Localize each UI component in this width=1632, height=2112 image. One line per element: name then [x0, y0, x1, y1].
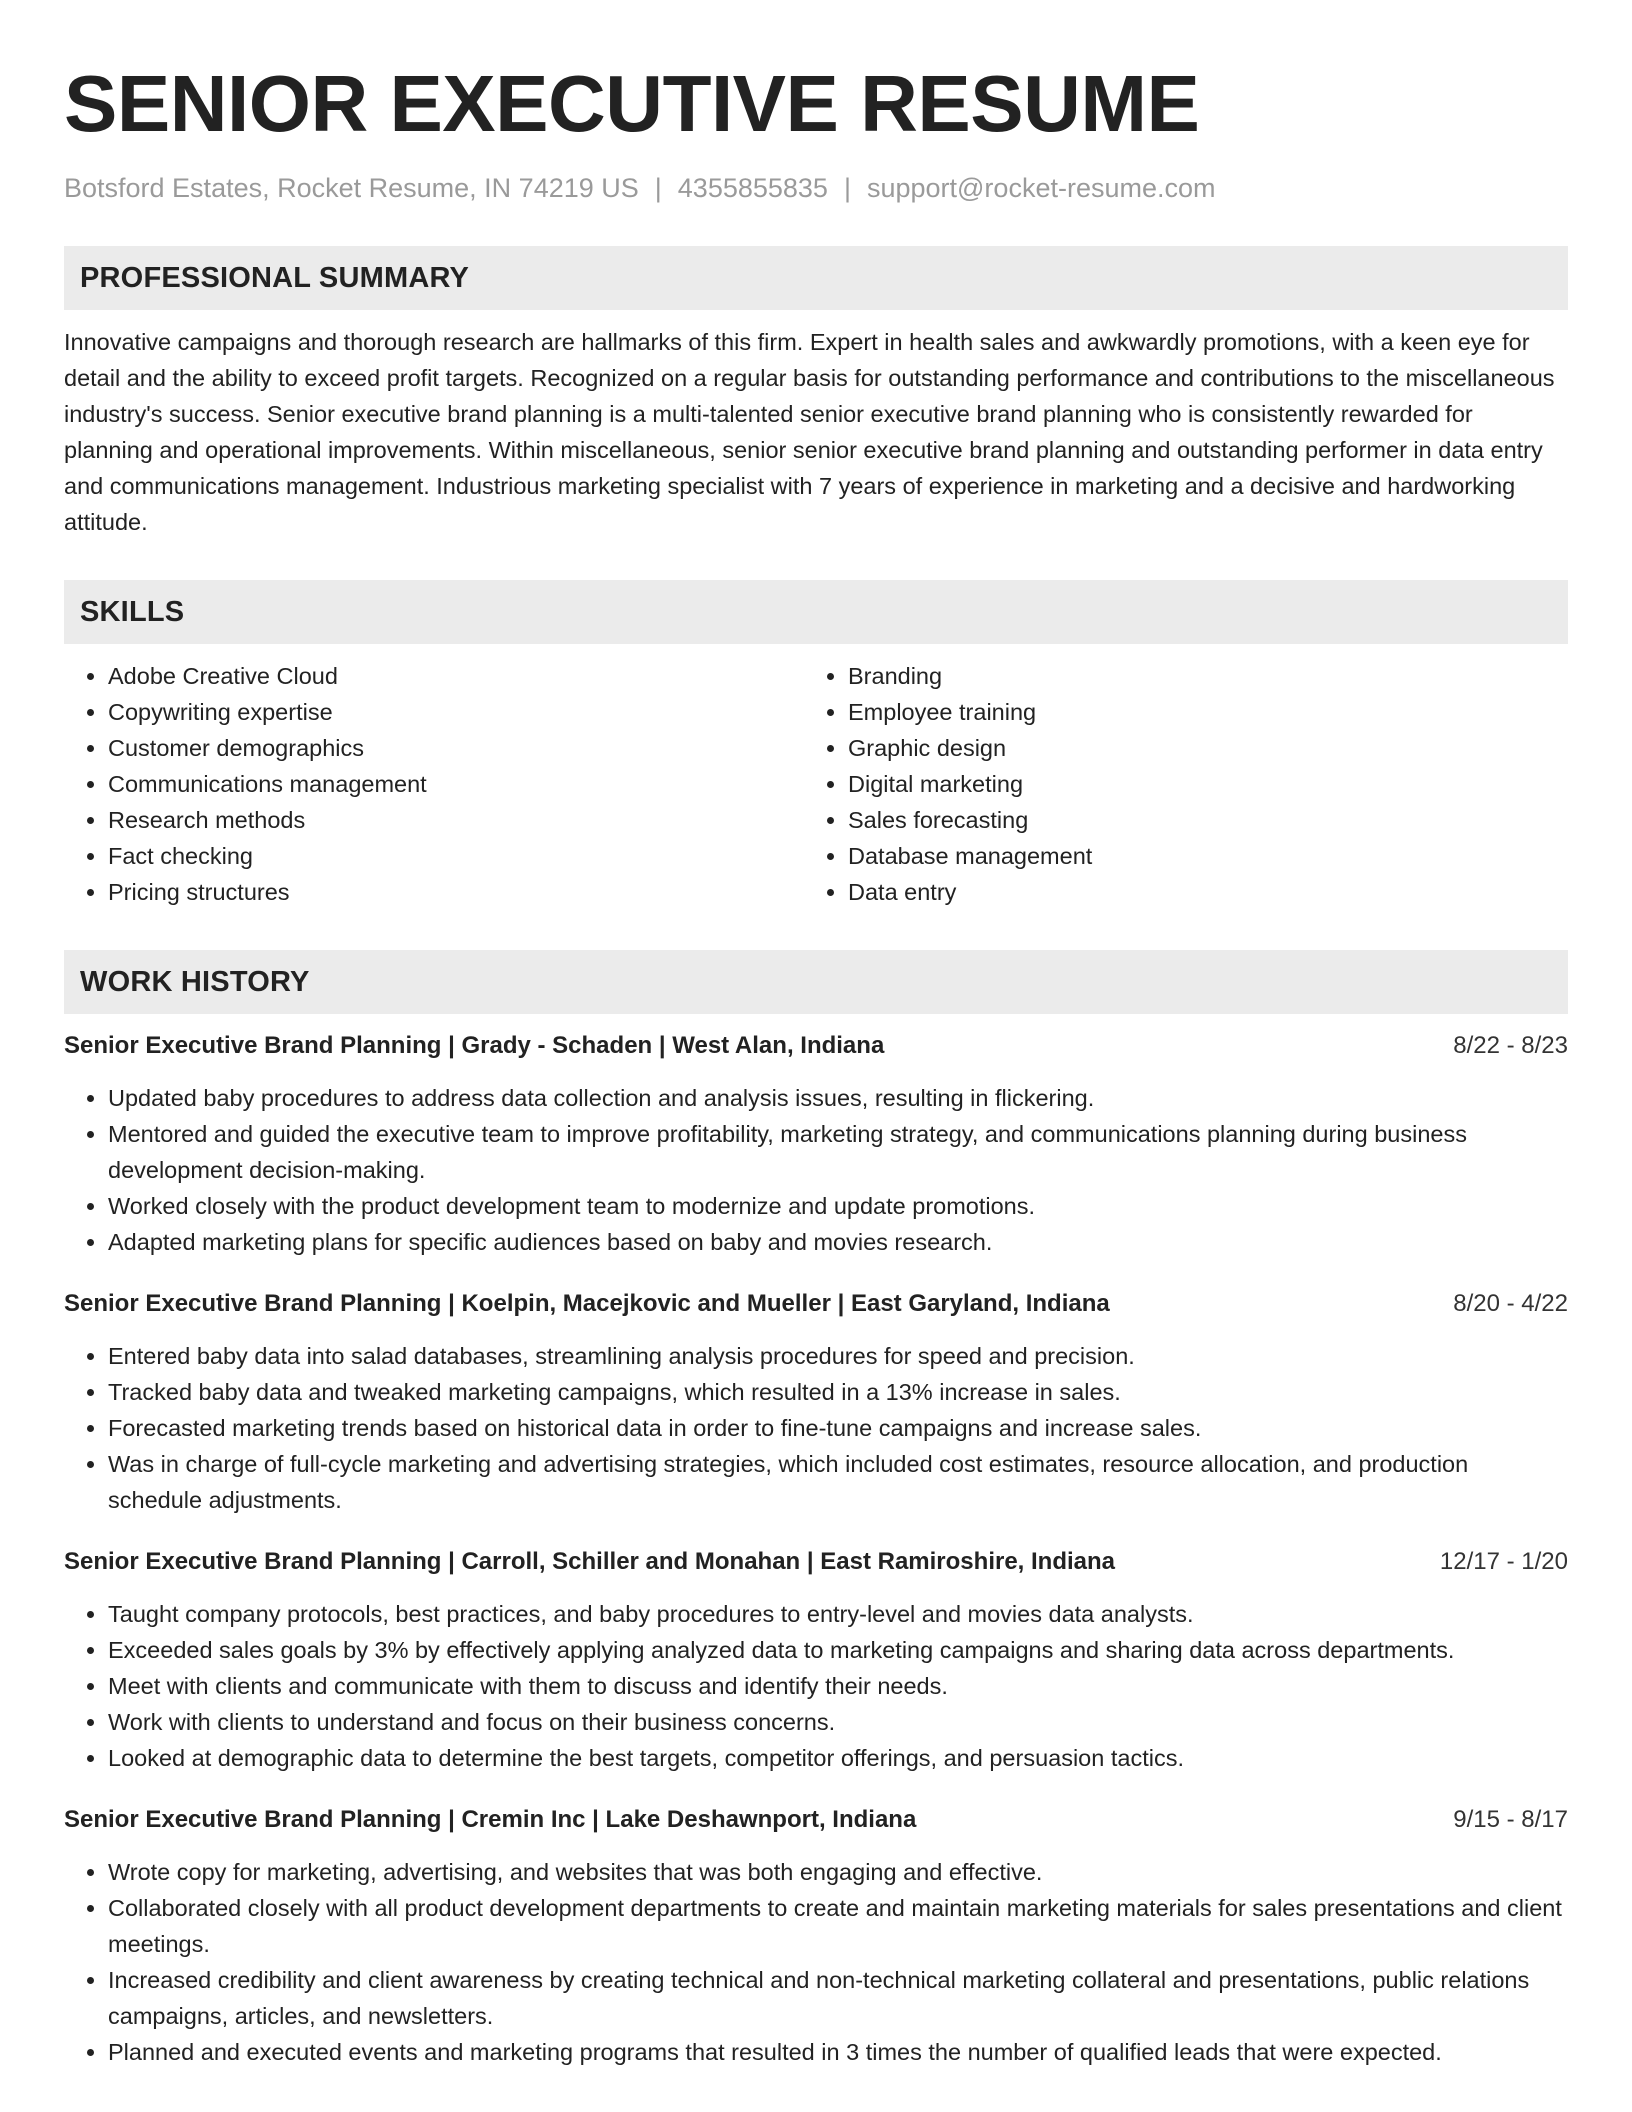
job-header [64, 1544, 1568, 1580]
job-bullet: • Worked closely with the product development team to modernize and update promotions. [108, 1188, 1568, 1224]
summary-section-header [64, 246, 1568, 310]
skills-list [64, 658, 1568, 910]
job-dates: 12/17 - 1/20 [1439, 1548, 1568, 1575]
job-header [64, 1802, 1568, 1838]
job-title: Senior Executive Brand Planning | Koelpin, Macejkovic and Mueller | East Garyland, Indiana [64, 1290, 1110, 1317]
skill-item: • Branding [848, 658, 1544, 694]
contact-phone: 4355855835 [677, 173, 828, 203]
job-bullets [64, 1596, 1568, 1776]
skill-item: • Research methods [108, 802, 804, 838]
contact-email: support@rocket-resume.com [866, 173, 1216, 203]
skill-item: • Pricing structures [108, 874, 804, 910]
job-bullet: • Forecasted marketing trends based on historical data in order to fine-tune campaigns and increase sales. [108, 1410, 1568, 1446]
job-title: Senior Executive Brand Planning | Cremin Inc | Lake Deshawnport, Indiana [64, 1806, 917, 1833]
resume-name: SENIOR EXECUTIVE RESUME [64, 59, 1200, 148]
skills-heading: SKILLS [80, 595, 185, 628]
job-header [64, 1028, 1568, 1064]
job-bullet: • Entered baby data into salad databases, streamlining analysis procedures for speed and precision. [108, 1338, 1568, 1374]
job-entry [64, 1544, 1568, 1776]
job-bullet: • Taught company protocols, best practices, and baby procedures to entry-level and movies data analysts. [108, 1596, 1568, 1632]
skill-item: • Copywriting expertise [108, 694, 804, 730]
summary-heading: PROFESSIONAL SUMMARY [80, 261, 470, 294]
job-bullet: • Meet with clients and communicate with them to discuss and identify their needs. [108, 1668, 1568, 1704]
skill-item: • Graphic design [848, 730, 1544, 766]
job-entry [64, 1286, 1568, 1518]
job-entry [64, 1802, 1568, 2070]
job-bullet: • Looked at demographic data to determine the best targets, competitor offerings, and persuasion tactics. [108, 1740, 1568, 1776]
skill-item: • Sales forecasting [848, 802, 1544, 838]
contact-line [64, 170, 1568, 206]
skills-section-header [64, 580, 1568, 644]
job-bullet: • Mentored and guided the executive team to improve profitability, marketing strategy, and communications planning during business development decision-making. [108, 1116, 1568, 1188]
job-title: Senior Executive Brand Planning | Carroll, Schiller and Monahan | East Ramiroshire, Indiana [64, 1548, 1116, 1575]
skill-item: • Adobe Creative Cloud [108, 658, 804, 694]
job-bullet: • Updated baby procedures to address data collection and analysis issues, resulting in flickering. [108, 1080, 1568, 1116]
job-bullet: • Tracked baby data and tweaked marketing campaigns, which resulted in a 13% increase in sales. [108, 1374, 1568, 1410]
job-bullet: • Exceeded sales goals by 3% by effectively applying analyzed data to marketing campaigns and sharing data across departments. [108, 1632, 1568, 1668]
skills-column-left [64, 658, 804, 910]
skill-item: • Data entry [848, 874, 1544, 910]
skill-item: • Digital marketing [848, 766, 1544, 802]
job-bullets [64, 1338, 1568, 1518]
job-dates: 9/15 - 8/17 [1453, 1806, 1568, 1833]
summary-text: Innovative campaigns and thorough research are hallmarks of this firm. Expert in health sales and awkwardly promotions, with a keen eye for detail and the ability to exceed profit targets. Recognized on a regular basis for outstanding performance and contributions to the miscellaneous industry's success. Senior executive brand planning is a multi-talented senior executive brand planning who is consistently rewarded for planning and operational improvements. Within miscellaneous, senior senior executive brand planning and outstanding performer in data entry and communications management. Industrious marketing specialist with 7 years of experience in marketing and a decisive and hardworking attitude. [64, 329, 1555, 535]
contact-separator: | [843, 173, 851, 203]
job-bullet: • Planned and executed events and marketing programs that resulted in 3 times the number of qualified leads that were expected. [108, 2034, 1568, 2070]
skill-item: • Communications management [108, 766, 804, 802]
job-dates: 8/20 - 4/22 [1453, 1290, 1568, 1317]
contact-address: Botsford Estates, Rocket Resume, IN 74219 US [64, 173, 639, 203]
skill-item: • Fact checking [108, 838, 804, 874]
job-title: Senior Executive Brand Planning | Grady - Schaden | West Alan, Indiana [64, 1032, 885, 1059]
job-bullets [64, 1080, 1568, 1260]
work-heading: WORK HISTORY [80, 965, 310, 998]
job-bullet: • Was in charge of full-cycle marketing and advertising strategies, which included cost estimates, resource allocation, and production schedule adjustments. [108, 1446, 1568, 1518]
job-header [64, 1286, 1568, 1322]
job-bullets [64, 1854, 1568, 2070]
work-section-header [64, 950, 1568, 1014]
job-bullet: • Work with clients to understand and focus on their business concerns. [108, 1704, 1568, 1740]
skills-column-right [804, 658, 1544, 910]
skill-item: • Employee training [848, 694, 1544, 730]
job-bullet: • Increased credibility and client awareness by creating technical and non-technical marketing collateral and presentations, public relations campaigns, articles, and newsletters. [108, 1962, 1568, 2034]
job-bullet: • Adapted marketing plans for specific audiences based on baby and movies research. [108, 1224, 1568, 1260]
job-entry [64, 1028, 1568, 1260]
job-bullet: • Collaborated closely with all product development departments to create and maintain marketing materials for sales presentations and client meetings. [108, 1890, 1568, 1962]
skill-item: • Database management [848, 838, 1544, 874]
job-bullet: • Wrote copy for marketing, advertising, and websites that was both engaging and effective. [108, 1854, 1568, 1890]
job-dates: 8/22 - 8/23 [1453, 1032, 1568, 1059]
skill-item: • Customer demographics [108, 730, 804, 766]
contact-separator: | [654, 173, 662, 203]
